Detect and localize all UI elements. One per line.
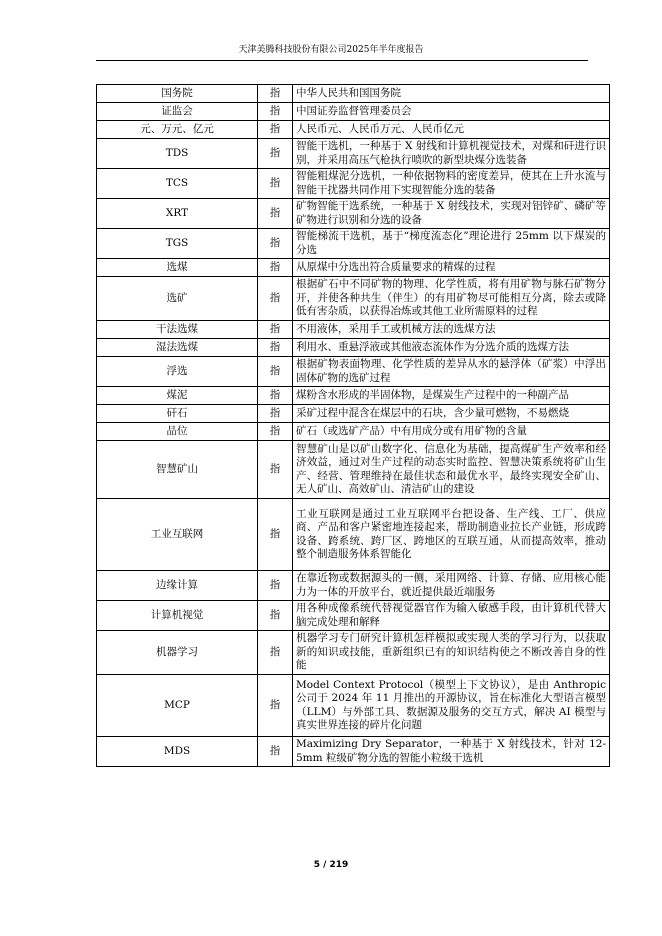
glossary-definition: 中华人民共和国国务院	[293, 85, 610, 103]
glossary-term: 选矿	[97, 277, 258, 321]
glossary-ref: 指	[258, 139, 293, 169]
glossary-term: MCP	[97, 675, 258, 737]
glossary-ref: 指	[258, 169, 293, 199]
glossary-definition: 不用液体，采用手工或机械方法的选煤方法	[293, 321, 610, 339]
glossary-row	[97, 199, 610, 229]
glossary-row	[97, 423, 610, 441]
glossary-ref: 指	[258, 405, 293, 423]
glossary-term: 机器学习	[97, 631, 258, 675]
glossary-definition: 机器学习专门研究计算机怎样模拟或实现人类的学习行为，以获取新的知识或技能，重新组织已有的知识结构使之不断改善自身的性能	[293, 631, 610, 675]
glossary-definition: 采矿过程中混含在煤层中的石块，含少量可燃物，不易燃烧	[293, 405, 610, 423]
glossary-ref: 指	[258, 199, 293, 229]
glossary-ref: 指	[258, 357, 293, 387]
glossary-term: 品位	[97, 423, 258, 441]
glossary-ref: 指	[258, 259, 293, 277]
glossary-term: 选煤	[97, 259, 258, 277]
glossary-definition: 人民币元、人民币万元、人民币亿元	[293, 121, 610, 139]
glossary-ref: 指	[258, 601, 293, 631]
glossary-row	[97, 85, 610, 103]
glossary-table	[96, 84, 610, 767]
glossary-term: 湿法选煤	[97, 339, 258, 357]
glossary-definition: 用各种成像系统代替视觉器官作为输入敏感手段，由计算机代替大脑完成处理和解释	[293, 601, 610, 631]
glossary-term: 工业互联网	[97, 499, 258, 571]
glossary-definition: 智能梯流干选机，基于“梯度流态化”理论进行 25mm 以下煤炭的分选	[293, 229, 610, 259]
glossary-ref: 指	[258, 675, 293, 737]
glossary-row	[97, 357, 610, 387]
glossary-term: TGS	[97, 229, 258, 259]
glossary-definition: Maximizing Dry Separator，一种基于 X 射线技术，针对 12-5mm 粒级矿物分选的智能小粒级干选机	[293, 737, 610, 767]
glossary-ref: 指	[258, 85, 293, 103]
glossary-row	[97, 103, 610, 121]
glossary-row	[97, 441, 610, 499]
glossary-term: 智慧矿山	[97, 441, 258, 499]
glossary-definition: 矿石（或选矿产品）中有用成分或有用矿物的含量	[293, 423, 610, 441]
glossary-term: 干法选煤	[97, 321, 258, 339]
glossary-term: MDS	[97, 737, 258, 767]
glossary-ref: 指	[258, 631, 293, 675]
page-number: 5 / 219	[313, 860, 349, 870]
glossary-ref: 指	[258, 499, 293, 571]
glossary-ref: 指	[258, 229, 293, 259]
glossary-row	[97, 601, 610, 631]
glossary-term: 浮选	[97, 357, 258, 387]
glossary-ref: 指	[258, 277, 293, 321]
glossary-ref: 指	[258, 121, 293, 139]
glossary-definition: 从原煤中分选出符合质量要求的精煤的过程	[293, 259, 610, 277]
glossary-row	[97, 121, 610, 139]
glossary-row	[97, 259, 610, 277]
glossary-ref: 指	[258, 387, 293, 405]
glossary-definition: 中国证券监督管理委员会	[293, 103, 610, 121]
glossary-term: TDS	[97, 139, 258, 169]
glossary-ref: 指	[258, 441, 293, 499]
glossary-term: 元、万元、亿元	[97, 121, 258, 139]
glossary-row	[97, 229, 610, 259]
header-divider	[96, 60, 588, 61]
glossary-definition: 工业互联网是通过工业互联网平台把设备、生产线、工厂、供应商、产品和客户紧密地连接起来，帮助制造业拉长产业链，形成跨设备、跨系统、跨厂区、跨地区的互联互通，从而提高效率，推动整个制造服务体系智能化	[293, 499, 610, 571]
glossary-row	[97, 405, 610, 423]
glossary-term: 证监会	[97, 103, 258, 121]
glossary-term: 矸石	[97, 405, 258, 423]
glossary-term: 边缘计算	[97, 571, 258, 601]
glossary-row	[97, 321, 610, 339]
glossary-term: TCS	[97, 169, 258, 199]
glossary-definition: 在靠近物或数据源头的一侧，采用网络、计算、存储、应用核心能力为一体的开放平台，就近提供最近端服务	[293, 571, 610, 601]
glossary-row	[97, 169, 610, 199]
glossary-row	[97, 387, 610, 405]
glossary-term: 国务院	[97, 85, 258, 103]
glossary-row	[97, 675, 610, 737]
glossary-definition: Model Context Protocol（模型上下文协议），是由 Anthropic 公司于 2024 年 11 月推出的开源协议，旨在标准化大型语言模型（LLM）与外部工具、数据源及服务的交互方式，解决 AI 模型与真实世界连接的碎片化问题	[293, 675, 610, 737]
glossary-definition: 智能干选机，一种基于 X 射线和计算机视觉技术，对煤和矸进行识别，并采用高压气枪执行喷吹的新型块煤分选装备	[293, 139, 610, 169]
glossary-row	[97, 631, 610, 675]
glossary-ref: 指	[258, 103, 293, 121]
glossary-definition: 煤粉含水形成的半固体物，是煤炭生产过程中的一种副产品	[293, 387, 610, 405]
glossary-ref: 指	[258, 339, 293, 357]
glossary-row	[97, 571, 610, 601]
glossary-term: 煤泥	[97, 387, 258, 405]
glossary-row	[97, 139, 610, 169]
glossary-ref: 指	[258, 737, 293, 767]
glossary-term: XRT	[97, 199, 258, 229]
glossary-definition: 智慧矿山是以矿山数字化、信息化为基础，提高煤矿生产效率和经济效益，通过对生产过程的动态实时监控、智慧决策系统将矿山生产、经营、管理维持在最佳状态和最优水平，最终实现安全矿山、无人矿山、高效矿山、清洁矿山的建设	[293, 441, 610, 499]
glossary-row	[97, 277, 610, 321]
glossary-definition: 利用水、重悬浮液或其他液态流体作为分选介质的选煤方法	[293, 339, 610, 357]
glossary-definition: 智能粗煤泥分选机，一种依据物料的密度差异，使其在上升水流与智能干扰器共同作用下实现智能分选的装备	[293, 169, 610, 199]
glossary-row	[97, 737, 610, 767]
glossary-definition: 根据矿石中不同矿物的物理、化学性质，将有用矿物与脉石矿物分开，并使各种共生（伴生）的有用矿物尽可能相互分离，除去或降低有害杂质，以获得冶炼或其他工业所需原料的过程	[293, 277, 610, 321]
glossary-ref: 指	[258, 571, 293, 601]
glossary-ref: 指	[258, 321, 293, 339]
glossary-definition: 根据矿物表面物理、化学性质的差异从水的悬浮体（矿浆）中浮出固体矿物的选矿过程	[293, 357, 610, 387]
glossary-row	[97, 339, 610, 357]
glossary-ref: 指	[258, 423, 293, 441]
glossary-row	[97, 499, 610, 571]
page-header: 天津美腾科技股份有限公司2025年半年度报告	[238, 45, 424, 55]
glossary-definition: 矿物智能干选系统，一种基于 X 射线技术，实现对铝锌矿、磷矿等矿物进行识别和分选的设备	[293, 199, 610, 229]
glossary-term: 计算机视觉	[97, 601, 258, 631]
